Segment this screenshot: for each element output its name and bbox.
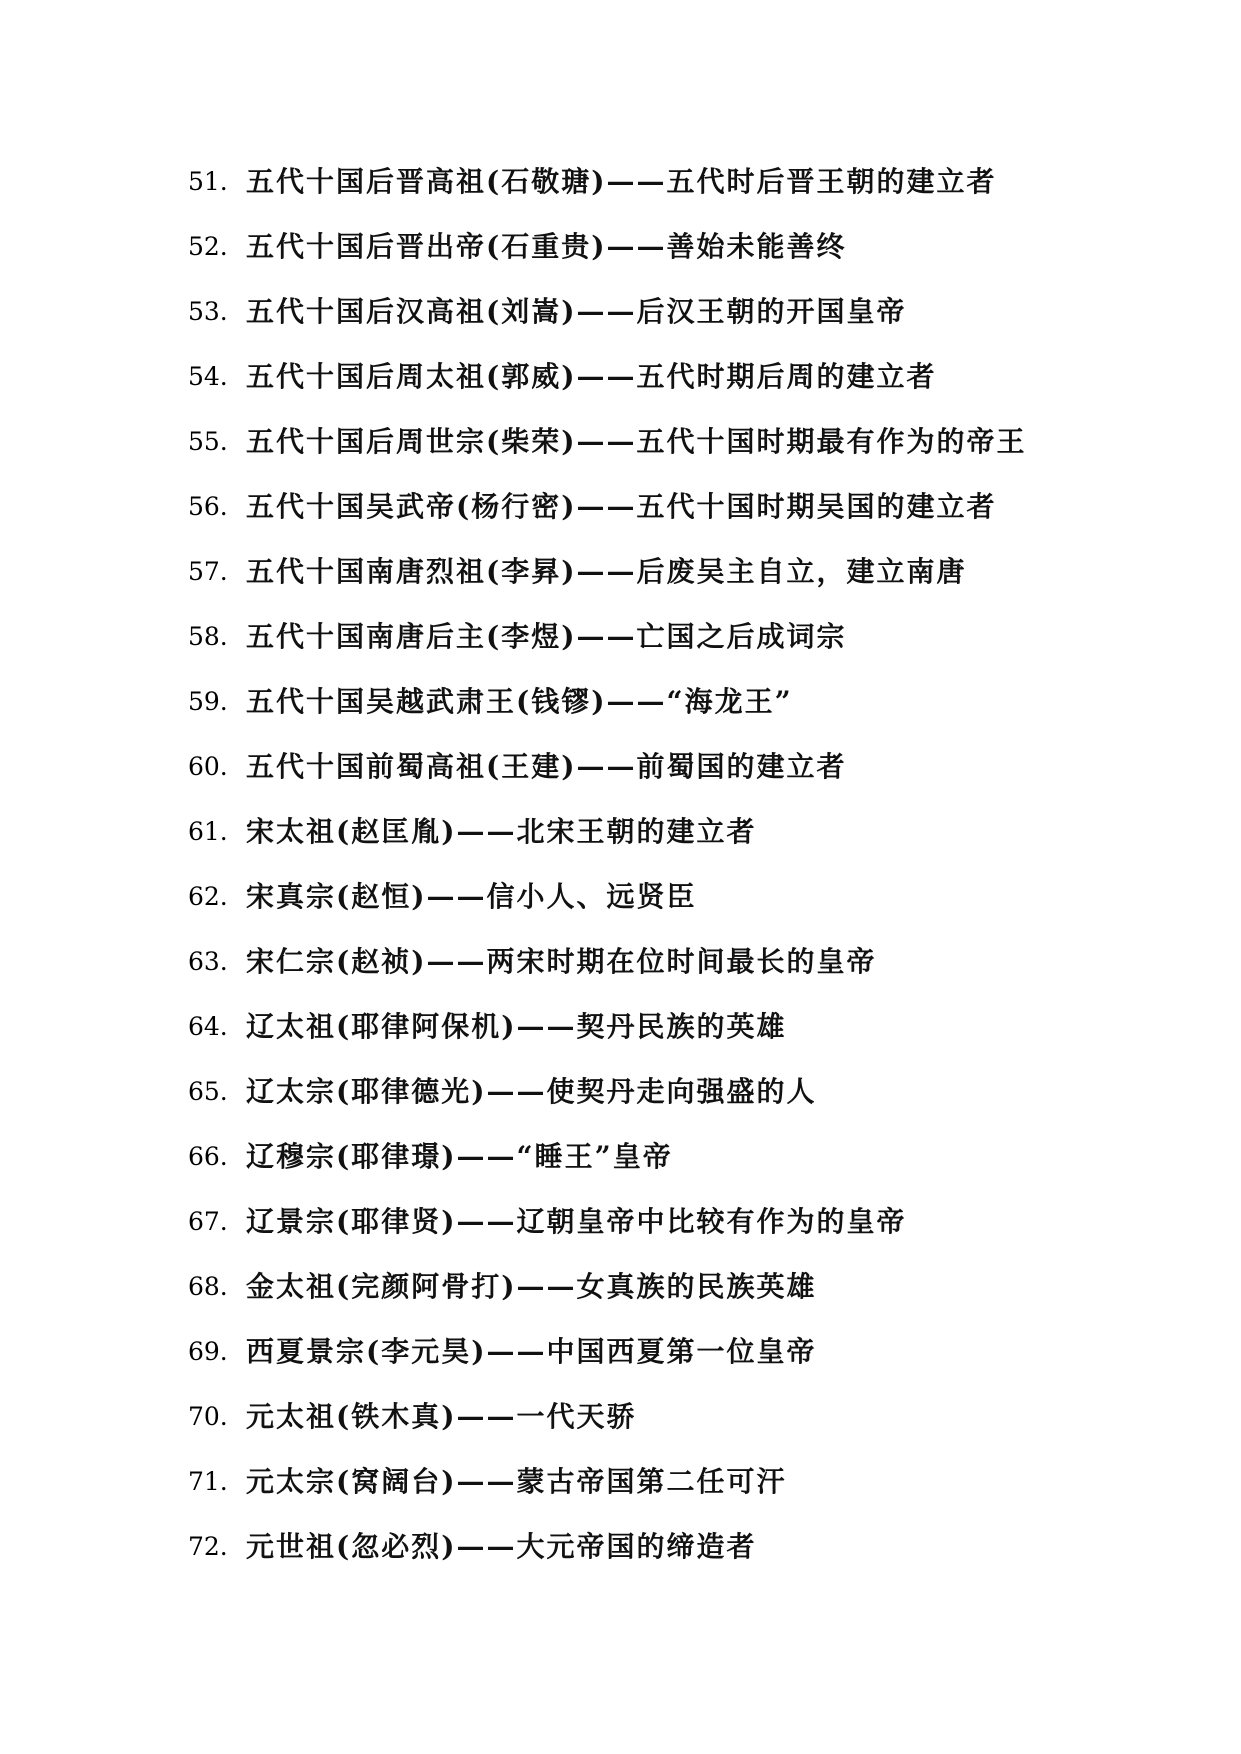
- list-item: [0, 1202, 1241, 1246]
- list-item: [0, 1072, 1241, 1116]
- item-number: 69.: [188, 1337, 228, 1366]
- item-number: 54.: [188, 362, 228, 391]
- item-text: 宋太祖(赵匡胤)——北宋王朝的建立者: [246, 815, 757, 848]
- list-item: [0, 422, 1241, 466]
- item-number: 57.: [188, 557, 228, 586]
- item-number: 66.: [188, 1142, 228, 1171]
- item-text: 辽太祖(耶律阿保机)——契丹民族的英雄: [246, 1010, 787, 1043]
- item-text: 西夏景宗(李元昊)——中国西夏第一位皇帝: [246, 1335, 817, 1368]
- item-number: 56.: [188, 492, 228, 521]
- item-number: 55.: [188, 427, 228, 456]
- item-number: 62.: [188, 882, 228, 911]
- item-number: 59.: [188, 687, 228, 716]
- item-text: 宋仁宗(赵祯)——两宋时期在位时间最长的皇帝: [246, 945, 877, 978]
- item-number: 60.: [188, 752, 228, 781]
- list-item: [0, 292, 1241, 336]
- item-number: 52.: [188, 232, 228, 261]
- list-item: [0, 1527, 1241, 1571]
- item-text: 五代十国后周世宗(柴荣)——五代十国时期最有作为的帝王: [246, 425, 1027, 458]
- item-number: 63.: [188, 947, 228, 976]
- list-item: [0, 942, 1241, 986]
- item-text: 金太祖(完颜阿骨打)——女真族的民族英雄: [246, 1270, 817, 1303]
- item-text: 五代十国后晋高祖(石敬瑭)——五代时后晋王朝的建立者: [246, 165, 997, 198]
- list-item: [0, 877, 1241, 921]
- list-item: [0, 162, 1241, 206]
- list-item: [0, 1462, 1241, 1506]
- item-number: 64.: [188, 1012, 228, 1041]
- item-text: 宋真宗(赵恒)——信小人、远贤臣: [246, 880, 697, 913]
- item-text: 五代十国前蜀高祖(王建)——前蜀国的建立者: [246, 750, 847, 783]
- item-text: 五代十国吴武帝(杨行密)——五代十国时期吴国的建立者: [246, 490, 997, 523]
- item-text: 五代十国南唐后主(李煜)——亡国之后成词宗: [246, 620, 847, 653]
- list-item: [0, 487, 1241, 531]
- item-text: 五代十国吴越武肃王(钱镠)——“海龙王”: [246, 685, 793, 718]
- list-item: [0, 682, 1241, 726]
- item-number: 70.: [188, 1402, 228, 1431]
- item-number: 51.: [188, 167, 228, 196]
- item-text: 辽景宗(耶律贤)——辽朝皇帝中比较有作为的皇帝: [246, 1205, 907, 1238]
- item-text: 五代十国南唐烈祖(李昪)——后废吴主自立，建立南唐: [246, 555, 967, 588]
- item-number: 72.: [188, 1532, 228, 1561]
- item-text: 辽穆宗(耶律璟)——“睡王”皇帝: [246, 1140, 673, 1173]
- list-item: [0, 357, 1241, 401]
- item-text: 辽太宗(耶律德光)——使契丹走向强盛的人: [246, 1075, 817, 1108]
- item-number: 68.: [188, 1272, 228, 1301]
- item-number: 67.: [188, 1207, 228, 1236]
- list-item: [0, 617, 1241, 661]
- list-item: [0, 1332, 1241, 1376]
- list-item: [0, 552, 1241, 596]
- item-text: 五代十国后汉高祖(刘嵩)——后汉王朝的开国皇帝: [246, 295, 907, 328]
- item-text: 元太宗(窝阔台)——蒙古帝国第二任可汗: [246, 1465, 787, 1498]
- list-item: [0, 747, 1241, 791]
- list-item: [0, 1267, 1241, 1311]
- list-item: [0, 812, 1241, 856]
- item-text: 五代十国后周太祖(郭威)——五代时期后周的建立者: [246, 360, 937, 393]
- list-item: [0, 227, 1241, 271]
- item-text: 元世祖(忽必烈)——大元帝国的缔造者: [246, 1530, 757, 1563]
- item-number: 53.: [188, 297, 228, 326]
- item-number: 58.: [188, 622, 228, 651]
- item-number: 65.: [188, 1077, 228, 1106]
- list-item: [0, 1137, 1241, 1181]
- item-text: 五代十国后晋出帝(石重贵)——善始未能善终: [246, 230, 847, 263]
- list-item: [0, 1007, 1241, 1051]
- item-text: 元太祖(铁木真)——一代天骄: [246, 1400, 637, 1433]
- item-number: 71.: [188, 1467, 228, 1496]
- item-number: 61.: [188, 817, 228, 846]
- list-item: [0, 1397, 1241, 1441]
